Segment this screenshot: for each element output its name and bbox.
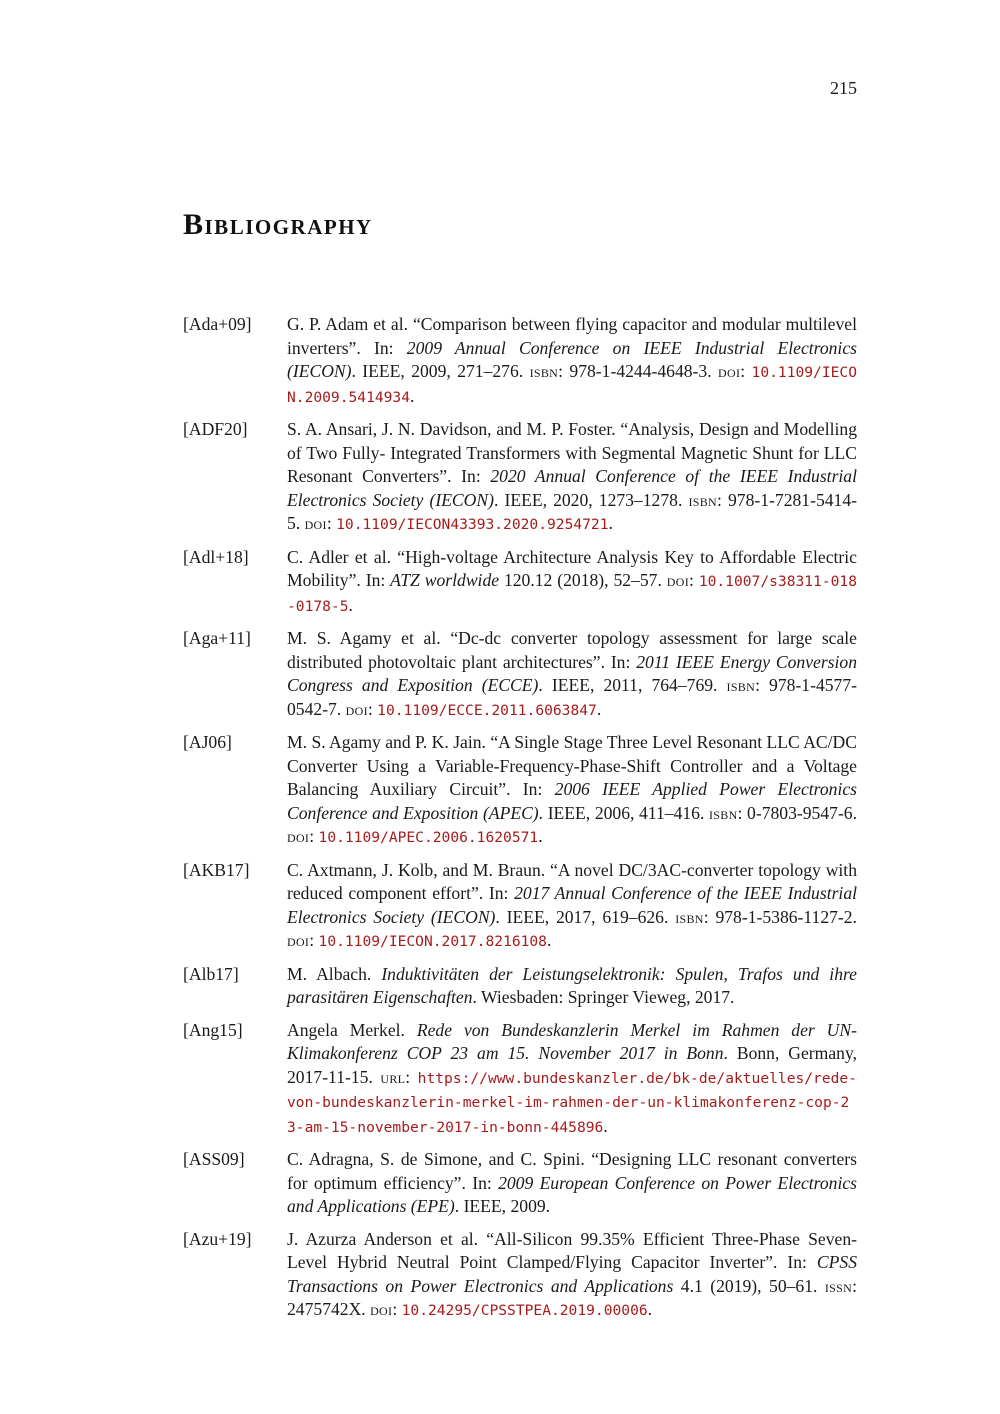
citation-venue: 2017 Annual Conference of the IEEE Industrial Electronics Society (IECON) [287, 883, 857, 927]
citation-text: C. Adler et al. “High-voltage Architecture Analysis Key to Affordable Electric Mobility”. In: [287, 546, 857, 590]
identifier-label: isbn [726, 676, 756, 695]
link-label: doi [345, 699, 368, 719]
link-label: doi [370, 1300, 393, 1319]
citation-key: [AKB17] [183, 859, 250, 880]
citation-key: [Alb17] [183, 963, 239, 984]
citation-venue: 2009 Annual Conference on IEEE Industrial Electronics (IECON) [287, 337, 857, 381]
identifier-label: isbn [675, 907, 704, 927]
link-label: doi [666, 571, 690, 590]
identifier-value: : 978-1-7281-5414-5. [287, 489, 857, 533]
citation-end: . [410, 385, 415, 406]
bibliography-entry [183, 1019, 857, 1140]
doi-link[interactable]: 10.1109/APEC.2006.1620571 [318, 829, 539, 846]
citation-text: G. P. Adam et al. “Comparison between flying capacitor and modular multilevel inverters”. In: [287, 314, 857, 358]
citation-details: 120.12 (2018), 52–57. [499, 570, 667, 590]
citation-end: . [608, 513, 613, 533]
doi-link[interactable]: 10.1109/IECON.2017.8216108 [318, 933, 547, 950]
bibliography-entry [183, 546, 857, 619]
link-label: doi [287, 931, 310, 950]
citation-body [287, 313, 857, 409]
citation-body [287, 546, 857, 619]
citation-body [287, 418, 857, 537]
link-label: url [380, 1067, 406, 1087]
citation-details: . IEEE, 2020, 1273–1278. [493, 489, 689, 510]
doi-link[interactable]: 10.1109/IECON.2009.5414934 [287, 364, 857, 406]
citation-key: [Adl+18] [183, 546, 249, 567]
citation-end: . [603, 1115, 608, 1136]
citation-key: [Aga+11] [183, 628, 251, 648]
identifier-label: issn [824, 1276, 853, 1296]
citation-venue: ATZ worldwide [390, 570, 500, 590]
doi-link[interactable]: 10.1109/ECCE.2011.6063847 [377, 701, 597, 719]
bibliography-entry [183, 963, 857, 1010]
doi-link[interactable]: 10.1007/s38311-018-0178-5 [287, 573, 857, 615]
citation-details: 4.1 (2019), 50–61. [673, 1275, 825, 1296]
link-label: doi [304, 514, 327, 533]
doi-link[interactable]: https://www.bundeskanzler.de/bk-de/aktuelles/rede-von-bundeskanzlerin-merkel-im-rahmen-der-un-klimakonferenz-cop-23-am-15-november-2017-in-bonn-445896 [287, 1069, 857, 1136]
citation-text: J. Azurza Anderson et al. “All-Silicon 99.35% Efficient Three-Phase Seven-Level Hybrid Neutral Point Clamped/Flying Capacitor Inverter”. In: [287, 1228, 857, 1272]
bibliography-entry [183, 731, 857, 850]
citation-venue: 2009 European Conference on Power Electronics and Applications (EPE) [287, 1172, 857, 1216]
identifier-value: : 2475742X. [287, 1275, 857, 1319]
link-colon: : [367, 698, 378, 719]
citation-text: S. A. Ansari, J. N. Davidson, and M. P. Foster. “Analysis, Design and Modelling of Two Fully- Integrated Transformers with Segmental Magnetic Shunt for LLC Resonant Converters”. In: [287, 419, 857, 486]
link-colon: : [309, 826, 319, 846]
citation-end: . [546, 930, 552, 950]
citation-text: C. Axtmann, J. Kolb, and M. Braun. “A novel DC/3AC-converter topology with reduced component effort”. In: [287, 859, 857, 903]
citation-venue: Rede von Bundeskanzlerin Merkel im Rahmen der UN-Klimakonferenz COP 23 am 15. November 2017 in Bonn [287, 1019, 857, 1063]
bibliography-entry [183, 1228, 857, 1323]
identifier-label: isbn [709, 803, 738, 823]
citation-venue: 2006 IEEE Applied Power Electronics Conference and Exposition (APEC) [287, 779, 857, 823]
bibliography-entry [183, 627, 857, 722]
citation-key: [ADF20] [183, 419, 248, 439]
identifier-value: : 978-1-4577-0542-7. [287, 675, 857, 719]
link-colon: : [740, 361, 752, 381]
citation-details: . IEEE, 2011, 764–769. [538, 675, 727, 695]
citation-body [287, 1228, 857, 1323]
identifier-value: : 978-1-4244-4648-3. [558, 361, 719, 381]
citation-venue: 2020 Annual Conference of the IEEE Industrial Electronics Society (IECON) [287, 466, 857, 510]
citation-venue: CPSS Transactions on Power Electronics and Applications [287, 1252, 857, 1296]
citation-details: . IEEE, 2017, 619–626. [495, 906, 676, 927]
citation-body [287, 627, 857, 722]
citation-body [287, 731, 857, 850]
identifier-label: isbn [688, 490, 717, 510]
link-colon: : [326, 513, 337, 533]
bibliography-entry [183, 859, 857, 954]
citation-body [287, 1019, 857, 1140]
chapter-title: Bibliography [183, 208, 373, 241]
citation-body [287, 859, 857, 954]
bibliography-entry [183, 313, 857, 409]
citation-key: [Azu+19] [183, 1228, 252, 1249]
citation-details: . IEEE, 2006, 411–416. [538, 802, 709, 823]
citation-venue: Induktivitäten der Leistungselektronik: Spulen, Trafos und ihre parasitären Eigenschaften [287, 963, 857, 1007]
citation-details: . IEEE, 2009. [454, 1196, 551, 1216]
citation-end: . [596, 698, 602, 719]
citation-details: . Bonn, Germany, 2017-11-15. [287, 1043, 858, 1087]
link-colon: : [405, 1066, 418, 1087]
link-colon: : [392, 1299, 402, 1319]
citation-text: M. Albach. [287, 963, 382, 984]
identifier-value: : 978-1-5386-1127-2. [703, 906, 857, 927]
bibliography-entry [183, 418, 857, 537]
doi-link[interactable]: 10.1109/IECON43393.2020.9254721 [336, 516, 609, 533]
citation-end: . [647, 1299, 653, 1319]
doi-link[interactable]: 10.24295/CPSSTPEA.2019.00006 [401, 1302, 648, 1319]
citation-details: . IEEE, 2009, 271–276. [351, 361, 530, 381]
citation-body [287, 1148, 857, 1219]
citation-key: [AJ06] [183, 732, 232, 752]
citation-key: [ASS09] [183, 1149, 245, 1169]
citation-key: [Ada+09] [183, 314, 252, 334]
bibliography-entry [183, 1148, 857, 1219]
citation-details: . Wiesbaden: Springer Vieweg, 2017. [472, 987, 735, 1007]
citation-key: [Ang15] [183, 1019, 243, 1040]
citation-text: M. S. Agamy and P. K. Jain. “A Single Stage Three Level Resonant LLC AC/DC Converter Using a Variable-Frequency-Phase-Shift Controller and a Voltage Balancing Auxiliary Circuit”. In: [287, 732, 857, 799]
citation-text: Angela Merkel. [287, 1019, 417, 1040]
citation-venue: 2011 IEEE Energy Conversion Congress and Exposition (ECCE) [287, 651, 857, 695]
page-number: 215 [830, 78, 857, 98]
identifier-value: : 0-7803-9547-6. [737, 802, 858, 823]
link-colon: : [689, 570, 699, 590]
citation-text: M. S. Agamy et al. “Dc-dc converter topology assessment for large scale distributed photovoltaic plant architectures”. In: [287, 628, 857, 672]
citation-body [287, 963, 857, 1010]
link-label: doi [718, 362, 741, 381]
link-label: doi [287, 827, 310, 846]
bibliography-list [183, 313, 857, 1332]
citation-end: . [348, 594, 353, 615]
citation-end: . [538, 826, 543, 846]
link-colon: : [309, 930, 319, 950]
identifier-label: isbn [529, 362, 559, 381]
citation-text: C. Adragna, S. de Simone, and C. Spini. “Designing LLC resonant converters for optimum efficiency”. In: [287, 1149, 857, 1193]
